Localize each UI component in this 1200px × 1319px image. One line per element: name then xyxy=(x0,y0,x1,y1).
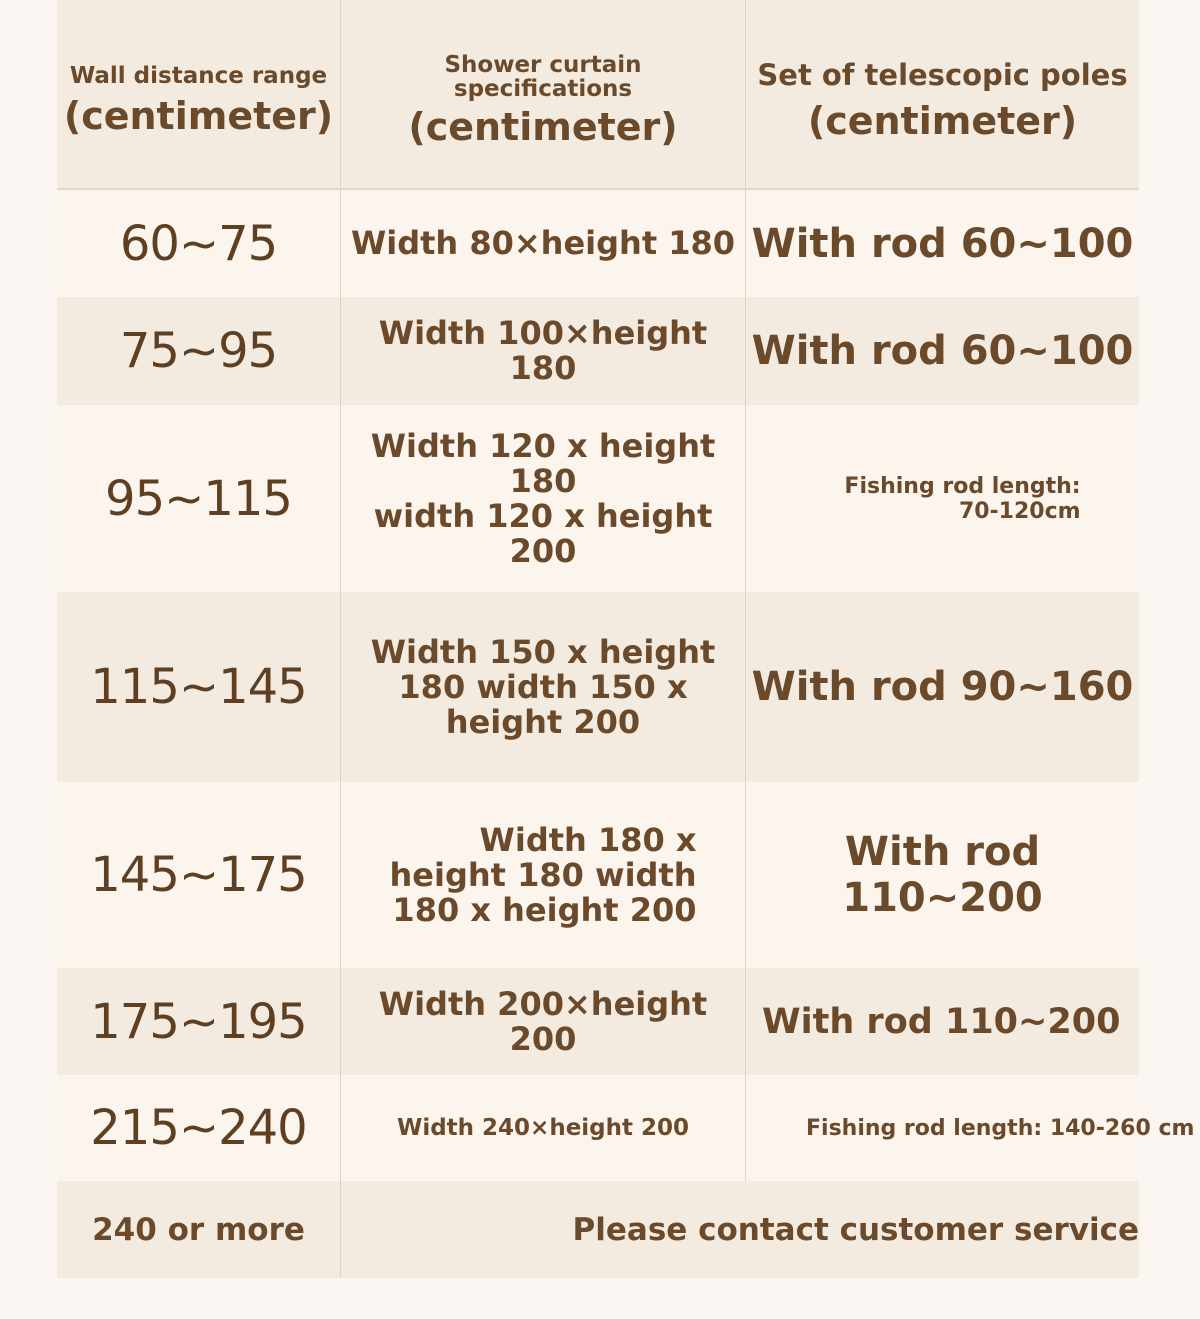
curtain-spec-line: width 120 x height 200 xyxy=(373,496,713,570)
curtain-spec-line: height 180 width xyxy=(389,855,697,894)
header-curtain-spec-label-1: Shower curtain xyxy=(444,52,642,78)
wall-distance-cell: 60~75 xyxy=(57,190,341,297)
curtain-spec-cell xyxy=(341,592,746,782)
wall-distance-cell: 115~145 xyxy=(57,592,341,782)
curtain-spec-line: 180 x height 200 xyxy=(392,890,697,929)
wall-distance-cell: 215~240 xyxy=(57,1075,341,1181)
wall-distance-cell: 175~195 xyxy=(57,968,341,1075)
wall-distance-cell: 75~95 xyxy=(57,297,341,405)
header-curtain-spec-label-2: specifications xyxy=(453,76,633,102)
telescopic-pole-cell: With rod 110~200 xyxy=(762,1001,1121,1042)
curtain-spec-line: Width 150 x height xyxy=(370,632,716,671)
table-row xyxy=(57,968,1139,1075)
table-row xyxy=(57,1075,1195,1181)
header-curtain-spec xyxy=(341,0,746,190)
curtain-spec-cell: Width 80×height 180 xyxy=(341,190,746,297)
telescopic-pole-cell: With rod 60~100 xyxy=(751,328,1134,374)
header-telescopic-poles-unit: (centimeter) xyxy=(807,99,1078,143)
curtain-spec-cell: Width 200×height 200 xyxy=(341,968,746,1075)
header-wall-distance-unit: (centimeter) xyxy=(63,94,334,138)
header-wall-distance-label: Wall distance range xyxy=(69,63,328,89)
telescopic-pole-cell: With rod 110~200 xyxy=(842,829,1043,921)
curtain-spec-line: Width 120 x height 180 xyxy=(370,426,716,500)
curtain-spec-cell xyxy=(341,405,746,592)
curtain-spec-cell: Width 240×height 200 xyxy=(341,1075,746,1181)
curtain-spec-cell: Width 100×height 180 xyxy=(341,297,746,405)
curtain-spec-line: 180 width 150 x xyxy=(398,667,688,706)
telescopic-pole-line: Fishing rod length: xyxy=(844,473,1081,499)
curtain-spec-line: height 200 xyxy=(445,702,641,741)
curtain-spec-cell xyxy=(341,782,746,968)
header-telescopic-poles xyxy=(746,0,1139,190)
table-footer-row xyxy=(57,1181,1139,1278)
table-row xyxy=(57,405,1139,592)
wall-distance-cell: 240 or more xyxy=(57,1181,341,1278)
table-row xyxy=(57,592,1139,782)
header-wall-distance xyxy=(57,0,341,190)
wall-distance-cell: 145~175 xyxy=(57,782,341,968)
curtain-spec-line: Width 180 x xyxy=(479,820,697,859)
telescopic-pole-cell: With rod 60~100 xyxy=(751,220,1134,267)
telescopic-pole-cell: With rod 90~160 xyxy=(751,664,1134,710)
header-telescopic-poles-label: Set of telescopic poles xyxy=(757,58,1128,92)
table-header xyxy=(57,0,1139,190)
size-table xyxy=(57,0,1195,1278)
header-curtain-spec-unit: (centimeter) xyxy=(408,105,678,149)
table-row xyxy=(57,297,1139,405)
contact-service-message: Please contact customer service xyxy=(572,1211,1139,1248)
telescopic-pole-line: 70-120cm xyxy=(958,498,1081,524)
table-row xyxy=(57,782,1139,968)
telescopic-pole-cell: Fishing rod length: 140-260 cm xyxy=(806,1115,1195,1141)
telescopic-pole-cell xyxy=(746,405,1139,592)
table-row xyxy=(57,190,1139,297)
wall-distance-cell: 95~115 xyxy=(57,405,341,592)
